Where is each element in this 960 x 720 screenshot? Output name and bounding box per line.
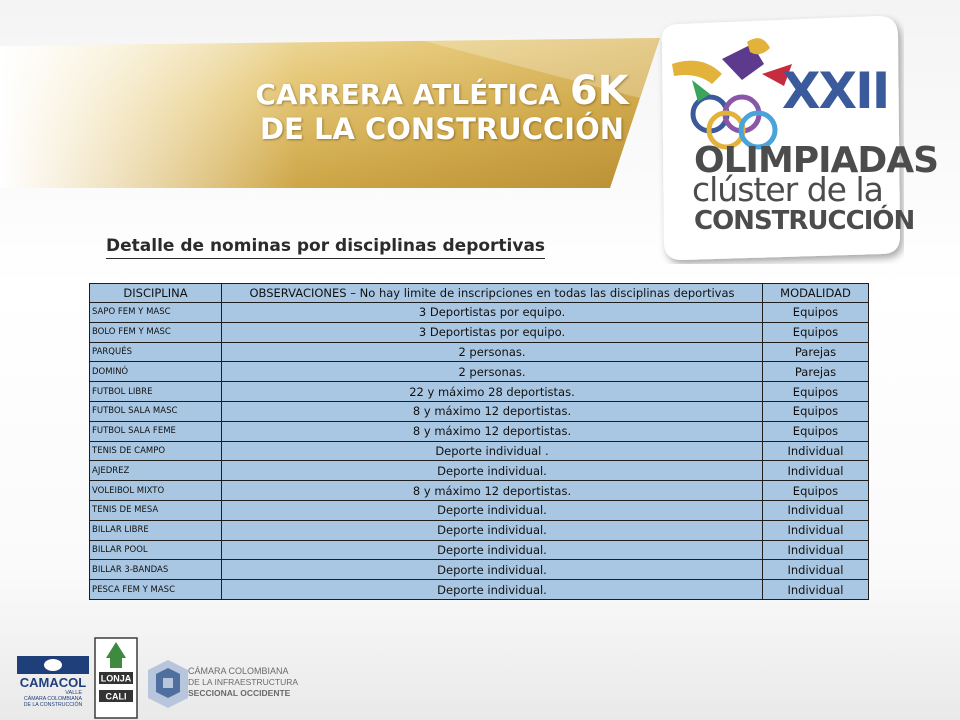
- table-row: [90, 362, 869, 382]
- cell-modalidad: Equipos: [763, 401, 869, 421]
- cell-disciplina: TENIS DE MESA: [90, 500, 222, 520]
- cell-disciplina: BOLO FEM Y MASC: [90, 322, 222, 342]
- cell-modalidad: Individual: [763, 560, 869, 580]
- header-observaciones: OBSERVACIONES – No hay limite de inscripciones en todas las disciplinas deportivas: [222, 284, 763, 303]
- table-row: [90, 441, 869, 461]
- cell-observaciones: Deporte individual.: [222, 560, 763, 580]
- cell-disciplina: VOLEIBOL MIXTO: [90, 481, 222, 501]
- cell-modalidad: Individual: [763, 461, 869, 481]
- camacol-logo: [17, 656, 89, 708]
- cell-disciplina: AJEDREZ: [90, 461, 222, 481]
- cell-disciplina: SAPO FEM Y MASC: [90, 303, 222, 323]
- table-row: [90, 481, 869, 501]
- cell-disciplina: BILLAR 3-BANDAS: [90, 560, 222, 580]
- cell-modalidad: Equipos: [763, 421, 869, 441]
- logo-cluster: clúster de la: [692, 170, 883, 209]
- cell-disciplina: FUTBOL SALA MASC: [90, 401, 222, 421]
- cell-disciplina: FUTBOL SALA FEME: [90, 421, 222, 441]
- lonja-logo: [95, 638, 137, 718]
- cell-modalidad: Equipos: [763, 322, 869, 342]
- cci-line3: SECCIONAL OCCIDENTE: [188, 688, 291, 698]
- cell-modalidad: Equipos: [763, 303, 869, 323]
- section-title: Detalle de nominas por disciplinas deportivas: [106, 236, 546, 256]
- lonja-city: CALI: [105, 691, 127, 702]
- table-row: [90, 401, 869, 421]
- cell-observaciones: 3 Deportistas por equipo.: [222, 322, 763, 342]
- logo-construccion: CONSTRUCCIÓN: [694, 206, 915, 236]
- cell-observaciones: Deporte individual.: [222, 540, 763, 560]
- header-disciplina: DISCIPLINA: [90, 284, 222, 303]
- camacol-sub2: DE LA CONSTRUCCIÓN: [23, 702, 83, 708]
- cell-modalidad: Equipos: [763, 481, 869, 501]
- table-row: [90, 382, 869, 402]
- logo-olimpiadas: OLIMPIADAS: [694, 140, 939, 181]
- olimpiadas-logo: [652, 14, 904, 264]
- table-row: [90, 421, 869, 441]
- banner-6k: 6K: [569, 68, 629, 114]
- cell-observaciones: Deporte individual.: [222, 520, 763, 540]
- sponsor-logos: [0, 628, 960, 720]
- table-row: [90, 461, 869, 481]
- cell-disciplina: PARQUÉS: [90, 342, 222, 362]
- cell-modalidad: Individual: [763, 520, 869, 540]
- cell-modalidad: Individual: [763, 580, 869, 600]
- cci-line1: CÁMARA COLOMBIANA: [188, 666, 289, 676]
- cell-disciplina: FUTBOL LIBRE: [90, 382, 222, 402]
- cell-observaciones: Deporte individual.: [222, 580, 763, 600]
- cell-modalidad: Equipos: [763, 382, 869, 402]
- cci-logo: [148, 660, 298, 708]
- cell-observaciones: 2 personas.: [222, 362, 763, 382]
- cell-disciplina: BILLAR POOL: [90, 540, 222, 560]
- cell-disciplina: TENIS DE CAMPO: [90, 441, 222, 461]
- cell-disciplina: BILLAR LIBRE: [90, 520, 222, 540]
- table-header-row: [90, 284, 869, 303]
- table-row: [90, 303, 869, 323]
- cell-modalidad: Parejas: [763, 342, 869, 362]
- cell-disciplina: DOMINÓ: [90, 362, 222, 382]
- cell-disciplina: PESCA FEM Y MASC: [90, 580, 222, 600]
- camacol-name: CAMACOL: [19, 675, 87, 690]
- camacol-valle: VALLE: [65, 690, 82, 696]
- table-row: [90, 520, 869, 540]
- table-row: [90, 342, 869, 362]
- cell-observaciones: 2 personas.: [222, 342, 763, 362]
- cell-modalidad: Individual: [763, 500, 869, 520]
- camacol-sub: CÁMARA COLOMBIANA: [24, 696, 82, 702]
- banner-line1: CARRERA ATLÉTICA: [255, 78, 561, 111]
- cell-modalidad: Individual: [763, 441, 869, 461]
- cell-modalidad: Individual: [763, 540, 869, 560]
- cell-observaciones: 3 Deportistas por equipo.: [222, 303, 763, 323]
- cci-line2: DE LA INFRAESTRUCTURA: [188, 677, 299, 687]
- banner-title: [232, 70, 652, 144]
- table-row: [90, 322, 869, 342]
- cell-observaciones: 8 y máximo 12 deportistas.: [222, 481, 763, 501]
- banner-line2: DE LA CONSTRUCCIÓN: [259, 112, 625, 146]
- table-row: [90, 500, 869, 520]
- table-row: [90, 560, 869, 580]
- table-row: [90, 580, 869, 600]
- cell-observaciones: 8 y máximo 12 deportistas.: [222, 401, 763, 421]
- cell-observaciones: 8 y máximo 12 deportistas.: [222, 421, 763, 441]
- cell-observaciones: Deporte individual.: [222, 500, 763, 520]
- disciplines-table: [89, 283, 869, 600]
- lonja-name: LONJA: [100, 673, 132, 684]
- header-modalidad: MODALIDAD: [763, 284, 869, 303]
- table-row: [90, 540, 869, 560]
- cell-observaciones: Deporte individual .: [222, 441, 763, 461]
- cell-observaciones: Deporte individual.: [222, 461, 763, 481]
- cell-observaciones: 22 y máximo 28 deportistas.: [222, 382, 763, 402]
- cell-modalidad: Parejas: [763, 362, 869, 382]
- logo-roman-numeral: XXII: [782, 62, 889, 120]
